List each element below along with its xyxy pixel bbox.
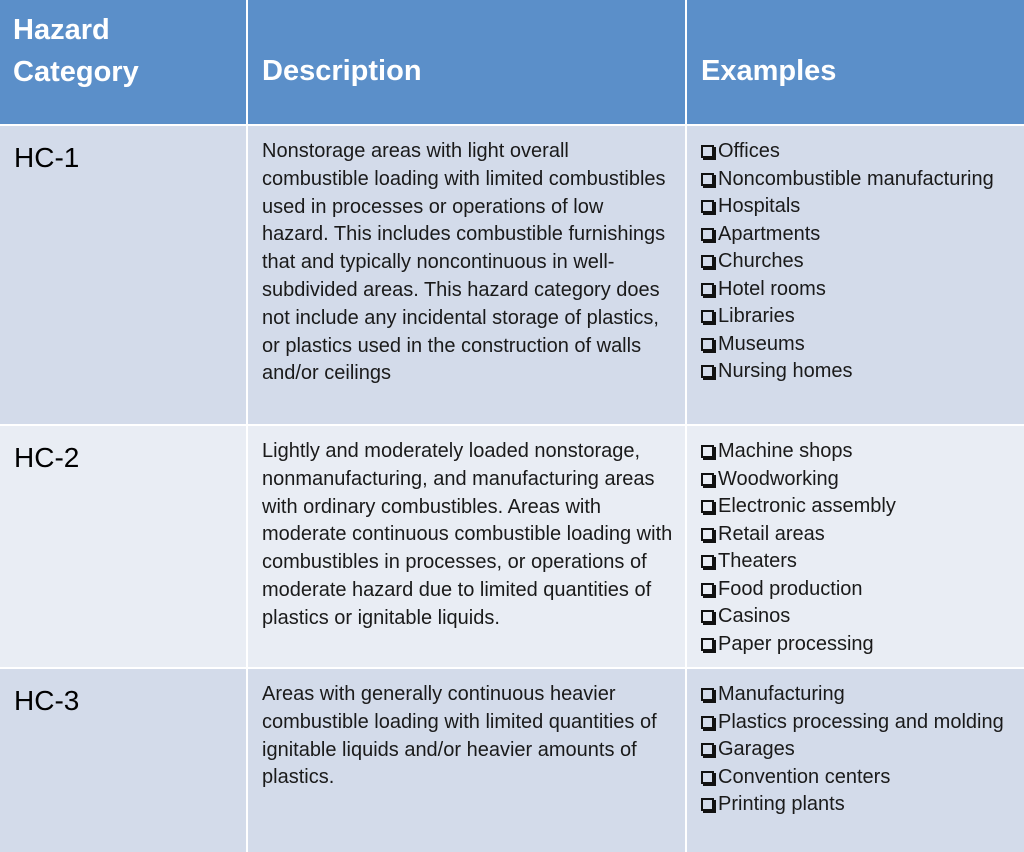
example-label: Museums (718, 332, 805, 355)
example-label: Manufacturing (718, 683, 845, 705)
example-item (701, 709, 1022, 737)
example-item (701, 331, 1022, 359)
example-label: Casinos (718, 605, 791, 627)
checkbox-bullet-icon (701, 255, 714, 268)
example-label: Woodworking (718, 467, 839, 490)
hc1-category: HC-1 (0, 126, 246, 424)
example-label: Plastics processing and molding (718, 710, 1004, 733)
header-examples (687, 0, 1024, 124)
hc2-category: HC-2 (0, 426, 246, 667)
checkbox-bullet-icon (701, 310, 714, 323)
example-label: Machine shops (718, 440, 853, 462)
example-label: Noncombustible manufacturing (718, 167, 994, 190)
example-label: Printing plants (718, 793, 845, 815)
example-item (701, 764, 1022, 792)
checkbox-bullet-icon (701, 338, 714, 351)
checkbox-bullet-icon (701, 228, 714, 241)
header-category-line2: Category (13, 56, 139, 88)
checkbox-bullet-icon (701, 743, 714, 756)
example-label: Churches (718, 250, 804, 272)
example-label: Paper processing (718, 632, 874, 655)
example-item (701, 303, 1022, 331)
hc1-example-list (701, 138, 1022, 386)
example-item (701, 166, 1022, 194)
hc3-category: HC-3 (0, 669, 246, 852)
example-item (701, 576, 1022, 604)
example-item (701, 681, 1022, 709)
hc3-example-list (701, 681, 1022, 819)
example-item (701, 438, 1022, 466)
example-item (701, 493, 1022, 521)
hc2-example-list (701, 438, 1022, 658)
example-label: Food production (718, 577, 863, 600)
checkbox-bullet-icon (701, 365, 714, 378)
checkbox-bullet-icon (701, 145, 714, 158)
example-label: Hotel rooms (718, 277, 826, 300)
example-item (701, 138, 1022, 166)
checkbox-bullet-icon (701, 716, 714, 729)
example-item (701, 548, 1022, 576)
checkbox-bullet-icon (701, 555, 714, 568)
example-item (701, 466, 1022, 494)
checkbox-bullet-icon (701, 583, 714, 596)
checkbox-bullet-icon (701, 610, 714, 623)
checkbox-bullet-icon (701, 638, 714, 651)
header-hazard-line1: Hazard (13, 14, 110, 46)
example-label: Apartments (718, 222, 821, 245)
header-hazard-category (0, 0, 246, 124)
example-item (701, 736, 1022, 764)
checkbox-bullet-icon (701, 173, 714, 186)
checkbox-bullet-icon (701, 445, 714, 458)
example-label: Convention centers (718, 765, 891, 788)
example-item (701, 358, 1022, 386)
checkbox-bullet-icon (701, 688, 714, 701)
example-label: Libraries (718, 305, 795, 327)
example-label: Nursing homes (718, 360, 853, 382)
hc3-description: Areas with generally continuous heavier combustible loading with limited quantities of ignitable liquids and/or heavier amounts of plastics. (248, 669, 685, 852)
checkbox-bullet-icon (701, 528, 714, 541)
example-label: Electronic assembly (718, 495, 896, 517)
example-label: Offices (718, 140, 780, 162)
example-item (701, 276, 1022, 304)
checkbox-bullet-icon (701, 200, 714, 213)
hc1-examples (687, 126, 1024, 424)
example-item (701, 221, 1022, 249)
example-label: Hospitals (718, 195, 801, 217)
header-description-label: Description (262, 55, 422, 87)
example-item (701, 631, 1022, 659)
example-label: Retail areas (718, 522, 825, 545)
example-item (701, 521, 1022, 549)
example-item (701, 603, 1022, 631)
header-description (248, 0, 685, 124)
header-examples-label: Examples (701, 55, 837, 87)
example-item (701, 248, 1022, 276)
checkbox-bullet-icon (701, 500, 714, 513)
example-item (701, 193, 1022, 221)
example-label: Theaters (718, 550, 797, 572)
checkbox-bullet-icon (701, 771, 714, 784)
checkbox-bullet-icon (701, 283, 714, 296)
hc3-examples (687, 669, 1024, 852)
hc1-description: Nonstorage areas with light overall combustible loading with limited combustibles used in processes or operations of low hazard. This includes combustible furnishings that and typically noncontinuous in well-subdivided areas. This hazard category does not include any incidental storage of plastics, or plastics used in the construction of walls and/or ceilings (248, 126, 685, 424)
example-item (701, 791, 1022, 819)
hc2-description: Lightly and moderately loaded nonstorage, nonmanufacturing, and manufacturing areas with ordinary combustibles. Areas with moderate continuous combustible loading with combustibles in processes, or operations of moderate hazard due to limited quantities of plastics or ignitable liquids. (248, 426, 685, 667)
example-label: Garages (718, 738, 795, 760)
checkbox-bullet-icon (701, 473, 714, 486)
hc2-examples (687, 426, 1024, 667)
checkbox-bullet-icon (701, 798, 714, 811)
